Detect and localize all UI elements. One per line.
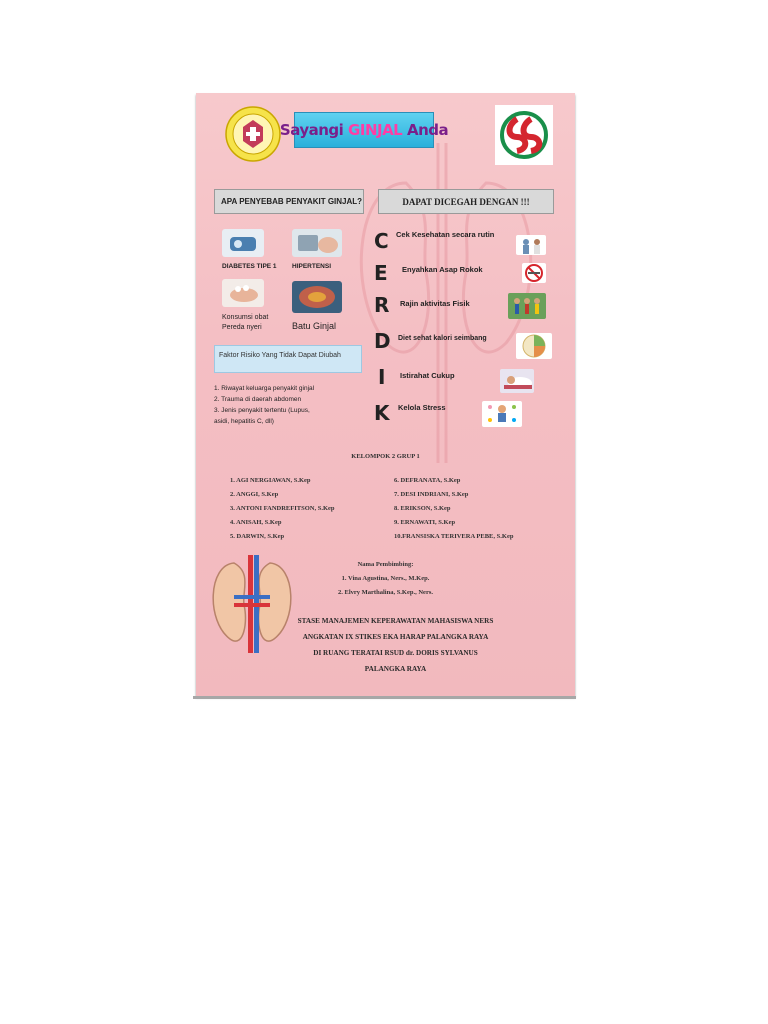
member-item: 1. AGI NERGIAWAN, S.Kep <box>230 477 311 484</box>
risk-factors-box: Faktor Risiko Yang Tidak Dapat Diubah <box>214 345 362 373</box>
mentor-title: Nama Pembimbing: <box>357 561 414 568</box>
member-item: 10.FRANSISKA TERIVERA PEBE, S.Kep <box>394 533 514 540</box>
mentor-item: 1. Vina Agustina, Ners., M.Kep. <box>341 575 430 582</box>
cause-label-kidney-stone: Batu Ginjal <box>292 321 337 331</box>
balanced-diet-picture-icon <box>516 333 552 359</box>
risk-item: 3. Jenis penyakit tertentu (Lupus, <box>214 407 310 414</box>
members-right <box>394 477 513 547</box>
member-item: 3. ANTONI FANDREFITSON, S.Kep <box>230 505 335 512</box>
risk-item: asidi, hepatitis C, dll) <box>214 418 274 425</box>
footer-line: DI RUANG TERATAI RSUD dr. DORIS SYLVANUS <box>313 649 478 657</box>
cerdik-text-i: Istirahat Cukup <box>400 371 455 380</box>
cause-label-painkiller: Konsumsi obat Pereda nyeri <box>222 314 269 331</box>
health-check-picture-icon <box>516 235 546 255</box>
member-item: 9. ERNAWATI, S.Kep <box>394 519 456 526</box>
cerdik-letter-k: K <box>374 401 390 425</box>
diabetes-picture-icon <box>222 229 264 257</box>
cerdik-letter-d: D <box>374 329 391 353</box>
cerdik-letter-e: E <box>374 261 388 285</box>
member-item: 8. ERIKSON, S.Kep <box>394 505 451 512</box>
cerdik-letter-r: R <box>374 293 390 317</box>
cause-label-diabetes: DIABETES TIPE 1 <box>222 263 277 270</box>
rest-picture-icon <box>500 369 534 393</box>
no-smoking-icon <box>522 263 546 283</box>
cerdik-text-e: Enyahkan Asap Rokok <box>402 265 483 274</box>
cause-label-hypertension: HIPERTENSI <box>292 263 332 270</box>
page-divider <box>193 696 576 699</box>
members-left <box>230 477 335 547</box>
risk-list <box>214 383 364 427</box>
cerdik-text-r: Rajin aktivitas Fisik <box>400 299 470 308</box>
school-logo-icon <box>224 105 282 163</box>
kidney-stone-picture-icon <box>292 281 342 313</box>
footer-line: ANGKATAN IX STIKES EKA HARAP PALANGKA RAYA <box>302 633 489 641</box>
risk-item: 1. Riwayat keluarga penyakit ginjal <box>214 385 315 392</box>
cerdik-text-c: Cek Kesehatan secara rutin <box>396 230 495 239</box>
cerdik-text-d: Diet sehat kalori seimbang <box>398 335 487 342</box>
group-title: KELOMPOK 2 GRUP 1 <box>351 453 420 460</box>
member-item: 7. DESI INDRIANI, S.Kep <box>394 491 469 498</box>
stress-management-picture-icon <box>482 401 522 427</box>
mentor-item: 2. Elvry Marthalina, S.Kep., Ners. <box>338 589 433 596</box>
causes-header: APA PENYEBAB PENYAKIT GINJAL? <box>214 189 364 214</box>
cerdik-letter-c: C <box>374 229 389 253</box>
prevention-header: DAPAT DICEGAH DENGAN !!! <box>378 189 554 214</box>
title-banner <box>279 112 449 148</box>
poster-title: Sayangi GINJAL Anda <box>279 121 449 139</box>
poster <box>196 93 575 696</box>
painkiller-picture-icon <box>222 279 264 307</box>
member-item: 6. DEFRANATA, S.Kep <box>394 477 461 484</box>
member-item: 2. ANGGI, S.Kep <box>230 491 279 498</box>
physical-activity-picture-icon <box>508 293 546 319</box>
footer-line: PALANGKA RAYA <box>364 665 427 673</box>
member-item: 5. DARWIN, S.Kep <box>230 533 285 540</box>
health-logo-icon <box>495 105 553 165</box>
member-item: 4. ANISAH, S.Kep <box>230 519 282 526</box>
cerdik-letter-i: I <box>378 365 386 389</box>
cerdik-text-k: Kelola Stress <box>398 403 446 412</box>
footer-line: STASE MANAJEMEN KEPERAWATAN MAHASISWA NERS <box>297 617 494 625</box>
risk-item: 2. Trauma di daerah abdomen <box>214 396 302 403</box>
hypertension-picture-icon <box>292 229 342 257</box>
